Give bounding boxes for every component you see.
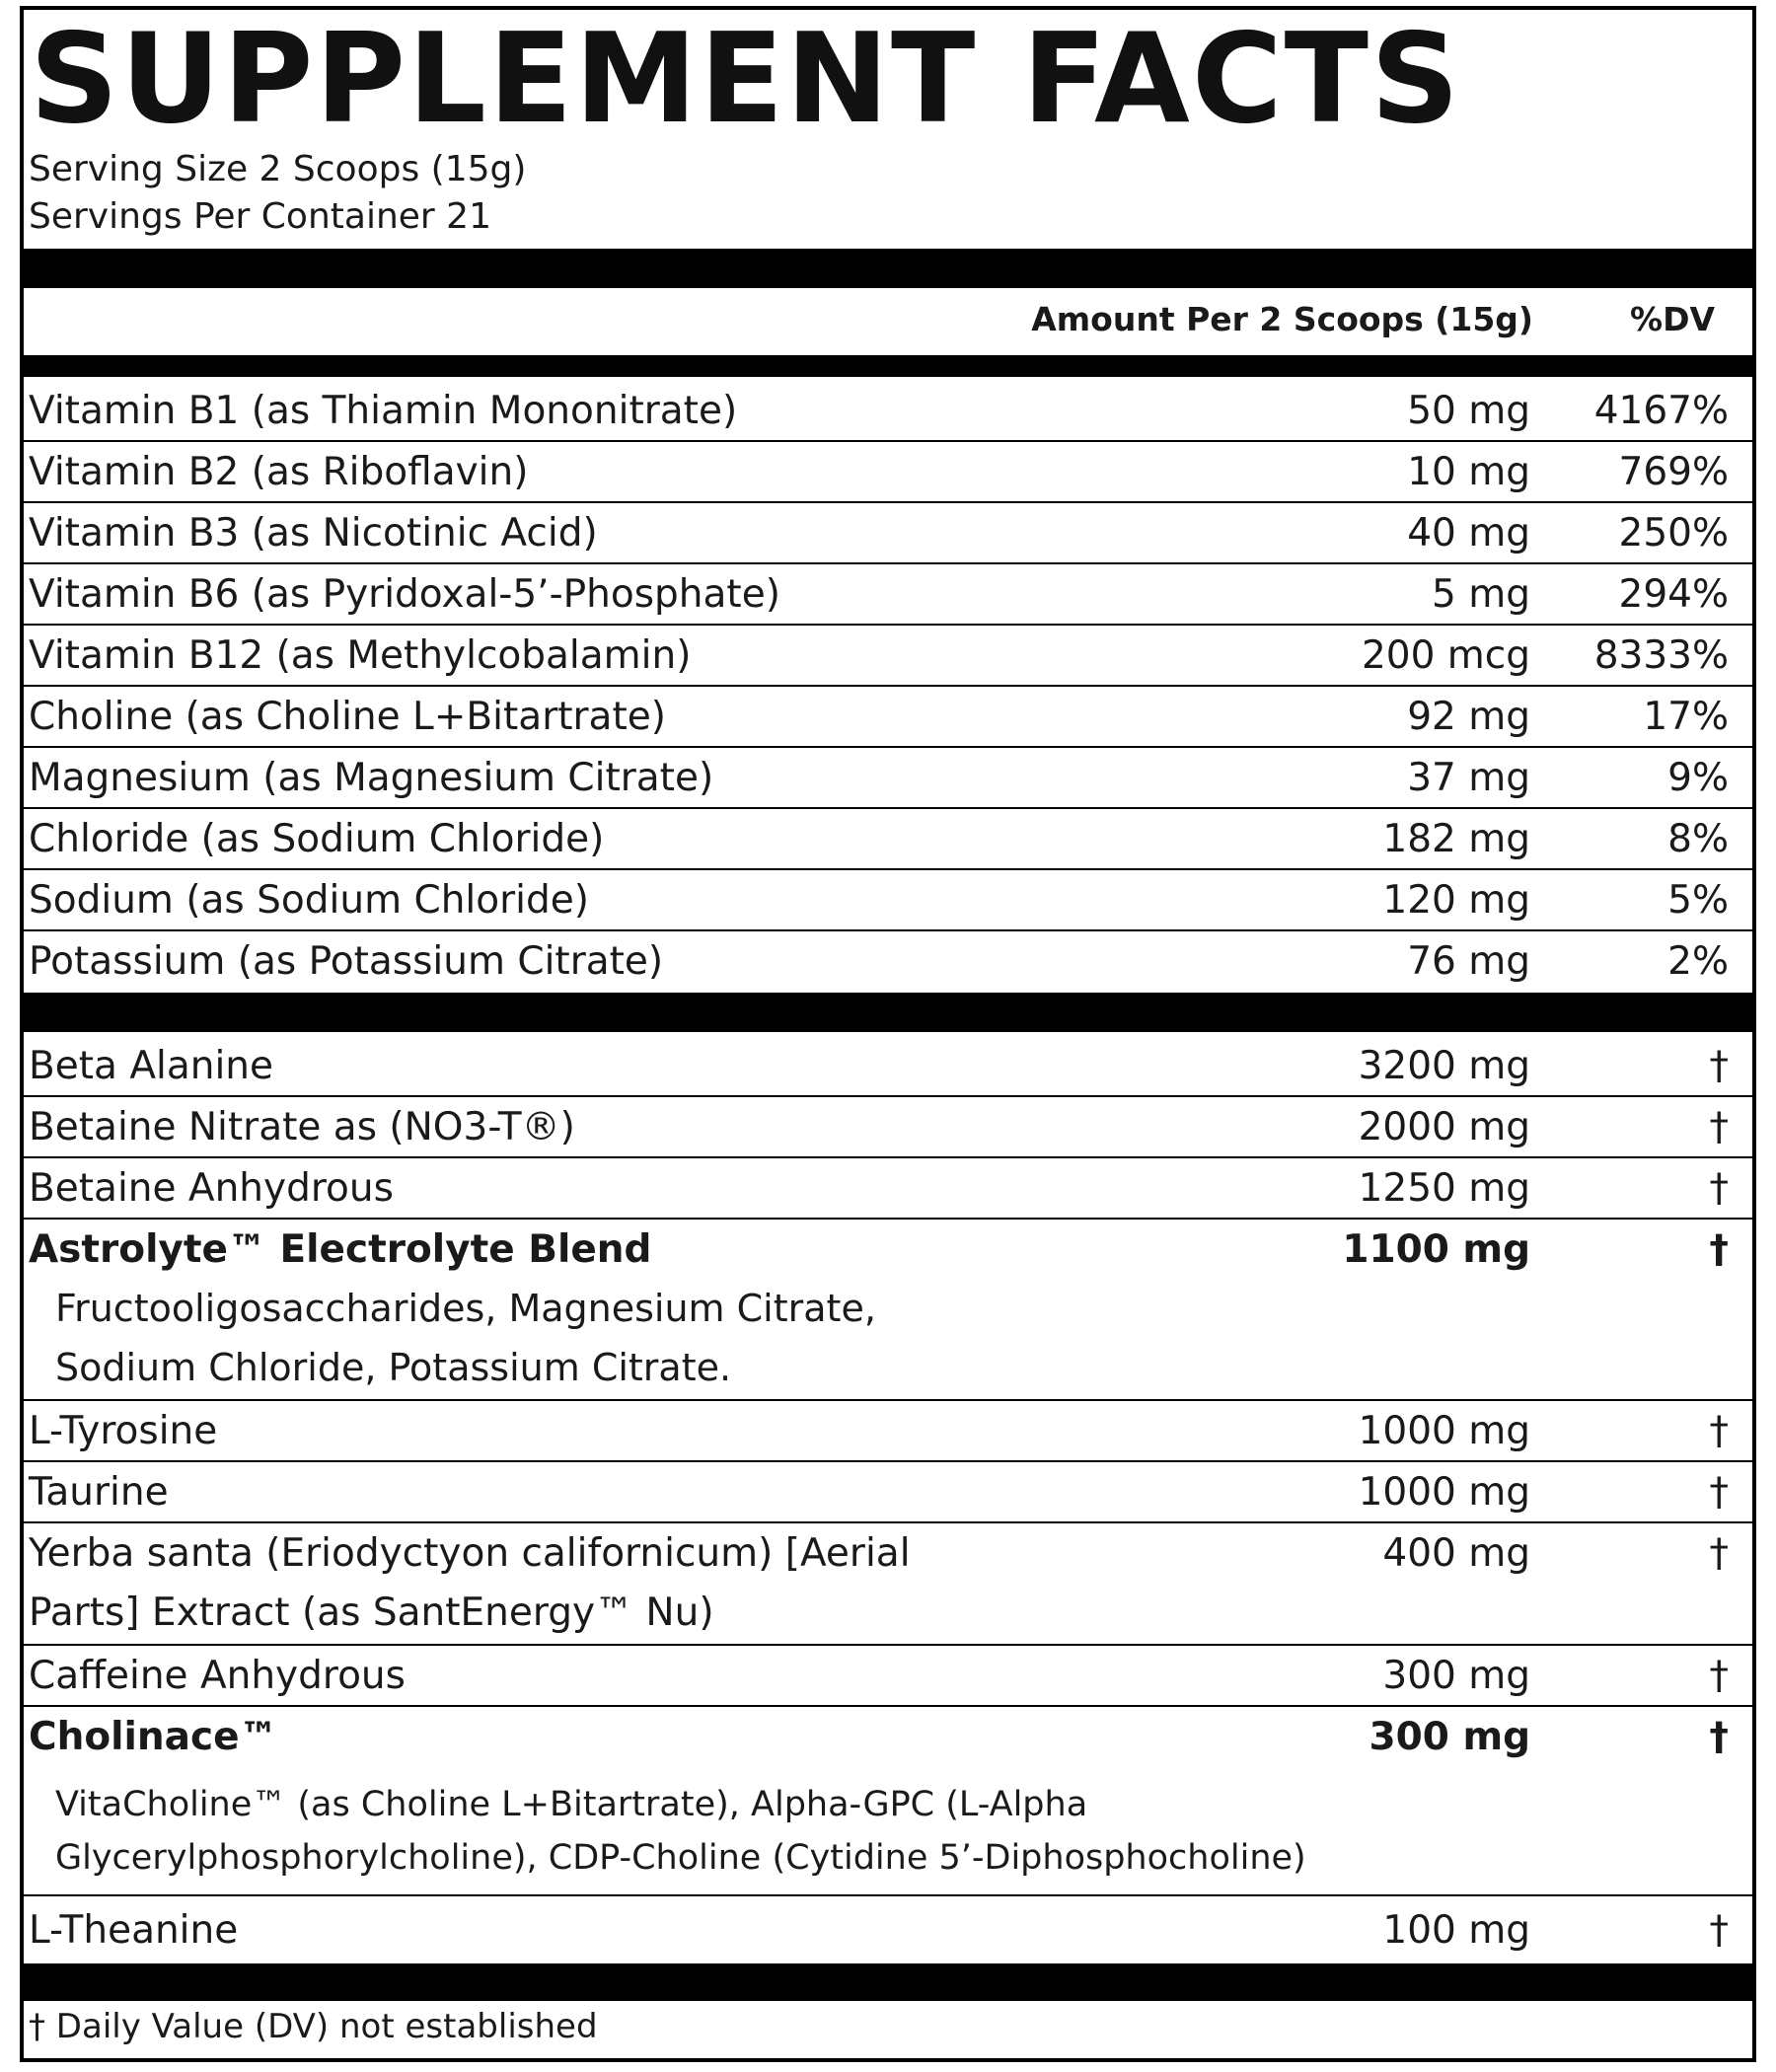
blend-amount: 300 mg: [1369, 1715, 1530, 1759]
nutrient-name: Vitamin B3 (as Nicotinic Acid): [29, 511, 598, 555]
blend-components-line-1: Fructooligosaccharides, Magnesium Citrate,: [55, 1287, 876, 1330]
nutrient-amount: 5 mg: [1432, 572, 1530, 617]
dv-column-header: %DV: [1630, 300, 1715, 338]
table-row: [24, 442, 1752, 503]
ingredient-name: Taurine: [29, 1470, 169, 1515]
supplement-facts-label: [20, 6, 1756, 2062]
nutrient-name: Magnesium (as Magnesium Citrate): [29, 756, 714, 800]
nutrient-amount: 182 mg: [1382, 817, 1530, 861]
nutrient-dv: 8%: [1667, 817, 1729, 861]
table-row: [24, 1158, 1752, 1220]
table-row: [24, 931, 1752, 993]
blend-components-line-2: Glycerylphosphorylcholine), CDP-Choline (Cytidine 5’-Diphosphocholine): [55, 1838, 1306, 1878]
table-row: [24, 1523, 1752, 1646]
nutrient-amount: 76 mg: [1407, 939, 1530, 984]
nutrient-dv: 5%: [1667, 878, 1729, 923]
nutrient-name: Vitamin B2 (as Riboflavin): [29, 450, 529, 494]
nutrient-dv: 9%: [1667, 756, 1729, 800]
nutrient-amount: 40 mg: [1407, 511, 1530, 555]
nutrient-dv: 2%: [1667, 939, 1729, 984]
table-row: [24, 748, 1752, 809]
nutrient-dv: 4167%: [1593, 389, 1729, 433]
nutrient-dv: 769%: [1618, 450, 1729, 494]
table-row: [24, 1896, 1752, 1963]
nutrient-dv: 250%: [1618, 511, 1729, 555]
ingredient-dv-dagger: †: [1709, 1409, 1729, 1453]
blend-dv-dagger: †: [1709, 1227, 1729, 1272]
nutrient-amount: 50 mg: [1407, 389, 1530, 433]
ingredient-amount: 3200 mg: [1358, 1044, 1530, 1088]
ingredient-dv-dagger: †: [1709, 1531, 1729, 1576]
ingredient-dv-dagger: †: [1709, 1044, 1729, 1088]
nutrient-amount: 120 mg: [1382, 878, 1530, 923]
ingredient-dv-dagger: †: [1709, 1908, 1729, 1953]
blend-name: Cholinace™: [29, 1715, 278, 1759]
table-row: [24, 564, 1752, 626]
nutrient-dv: 294%: [1618, 572, 1729, 617]
ingredient-name: L-Tyrosine: [29, 1409, 218, 1453]
ingredient-amount: 2000 mg: [1358, 1105, 1530, 1149]
ingredient-amount: 1000 mg: [1358, 1470, 1530, 1515]
blend-name: Astrolyte™ Electrolyte Blend: [29, 1227, 652, 1272]
ingredient-amount: 1250 mg: [1358, 1166, 1530, 1211]
blend-dv-dagger: †: [1709, 1715, 1729, 1759]
ingredient-name-line-2: Parts] Extract (as SantEnergy™ Nu): [29, 1591, 714, 1635]
table-row: [24, 1036, 1752, 1097]
ingredient-amount: 1000 mg: [1358, 1409, 1530, 1453]
nutrient-name: Vitamin B6 (as Pyridoxal-5’-Phosphate): [29, 572, 780, 617]
ingredient-amount: 100 mg: [1382, 1908, 1530, 1953]
nutrient-name: Chloride (as Sodium Chloride): [29, 817, 605, 861]
ingredient-name: Beta Alanine: [29, 1044, 274, 1088]
nutrient-name: Sodium (as Sodium Chloride): [29, 878, 589, 923]
amount-column-header: Amount Per 2 Scoops (15g): [1031, 300, 1533, 338]
nutrient-name: Vitamin B1 (as Thiamin Mononitrate): [29, 389, 738, 433]
table-row: [24, 381, 1752, 442]
table-row: [24, 809, 1752, 870]
nutrient-name: Potassium (as Potassium Citrate): [29, 939, 664, 984]
ingredient-name: Betaine Anhydrous: [29, 1166, 394, 1211]
ingredient-name: Caffeine Anhydrous: [29, 1654, 406, 1698]
table-row: [24, 1462, 1752, 1523]
ingredient-dv-dagger: †: [1709, 1105, 1729, 1149]
serving-size: Serving Size 2 Scoops (15g): [29, 149, 527, 189]
table-row: [24, 870, 1752, 931]
nutrient-amount: 10 mg: [1407, 450, 1530, 494]
nutrient-amount: 37 mg: [1407, 756, 1530, 800]
table-row-blend: [24, 1707, 1752, 1896]
footnote: † Daily Value (DV) not established: [29, 2007, 598, 2046]
thick-divider: [24, 1963, 1752, 2001]
table-row: [24, 1097, 1752, 1158]
thick-divider: [24, 993, 1752, 1032]
thick-divider: [24, 249, 1752, 288]
nutrient-name: Vitamin B12 (as Methylcobalamin): [29, 633, 692, 678]
ingredient-amount: 300 mg: [1382, 1654, 1530, 1698]
table-row: [24, 687, 1752, 748]
table-row-blend: [24, 1220, 1752, 1401]
table-row: [24, 1646, 1752, 1707]
ingredient-name: Betaine Nitrate as (NO3-T®): [29, 1105, 575, 1149]
nutrient-name: Choline (as Choline L+Bitartrate): [29, 695, 666, 739]
ingredient-dv-dagger: †: [1709, 1470, 1729, 1515]
ingredient-dv-dagger: †: [1709, 1166, 1729, 1211]
table-row: [24, 626, 1752, 687]
nutrient-amount: 92 mg: [1407, 695, 1530, 739]
blend-components-line-2: Sodium Chloride, Potassium Citrate.: [55, 1346, 732, 1389]
blend-amount: 1100 mg: [1342, 1227, 1530, 1272]
ingredient-dv-dagger: †: [1709, 1654, 1729, 1698]
blend-components-line-1: VitaCholine™ (as Choline L+Bitartrate), Alpha-GPC (L-Alpha: [55, 1785, 1088, 1824]
nutrient-dv: 8333%: [1593, 633, 1729, 678]
table-row: [24, 1401, 1752, 1462]
table-row: [24, 503, 1752, 564]
ingredient-name: Yerba santa (Eriodyctyon californicum) [Aerial: [29, 1531, 911, 1576]
ingredient-amount: 400 mg: [1382, 1531, 1530, 1576]
label-title: SUPPLEMENT FACTS: [30, 6, 1462, 151]
nutrient-amount: 200 mcg: [1361, 633, 1530, 678]
nutrient-dv: 17%: [1643, 695, 1729, 739]
ingredient-name: L-Theanine: [29, 1908, 239, 1953]
medium-divider: [24, 355, 1752, 377]
servings-per-container: Servings Per Container 21: [29, 196, 491, 237]
